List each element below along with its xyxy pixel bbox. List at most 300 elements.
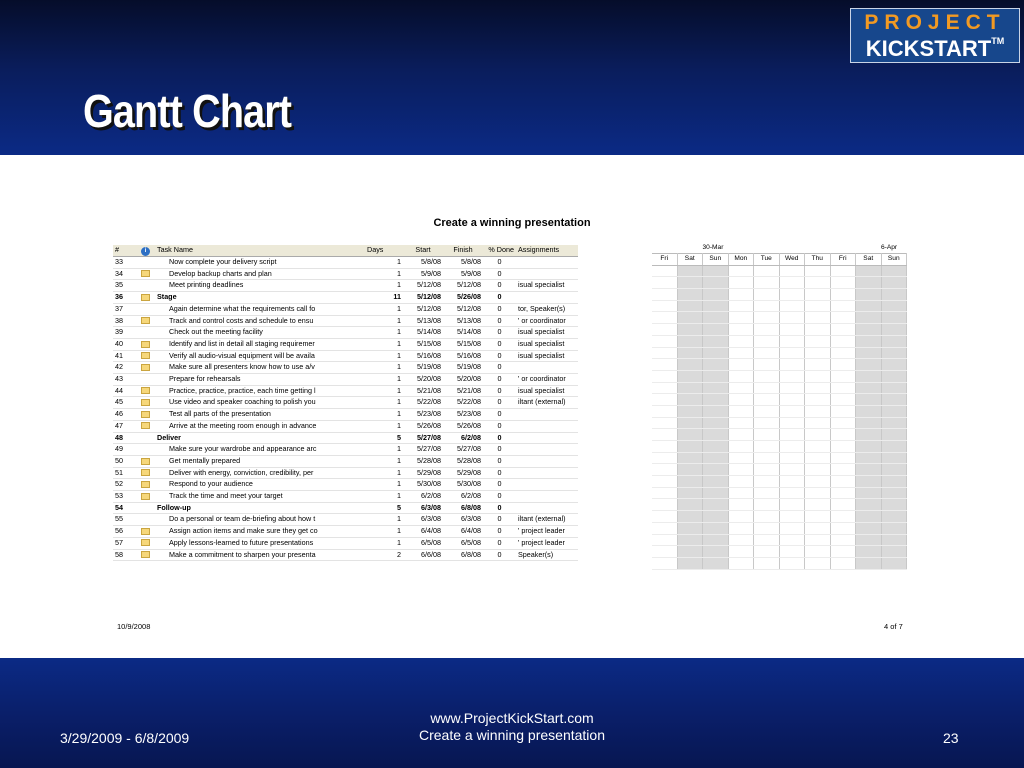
calendar-cell	[652, 429, 677, 441]
row-task-name: Identify and list in detail all staging requiremer	[155, 338, 365, 350]
calendar-day-label: Thu	[805, 254, 831, 266]
calendar-cell	[805, 464, 831, 476]
row-id: 54	[113, 502, 139, 514]
calendar-cell	[779, 464, 805, 476]
calendar-cell	[779, 347, 805, 359]
calendar-cell	[677, 347, 703, 359]
note-icon[interactable]	[141, 411, 150, 418]
calendar-cell	[779, 405, 805, 417]
row-id: 55	[113, 514, 139, 526]
table-row[interactable]	[113, 385, 578, 397]
calendar-cell	[779, 417, 805, 429]
row-assignments	[516, 409, 578, 421]
calendar-cell	[677, 335, 703, 347]
calendar-cell	[830, 452, 856, 464]
calendar-cell	[652, 464, 677, 476]
calendar-day-label: Sun	[703, 254, 729, 266]
calendar-cell	[830, 277, 856, 289]
row-assignments: ' or coordinator	[516, 315, 578, 327]
calendar-row	[652, 382, 907, 394]
calendar-day-label: Tue	[754, 254, 780, 266]
calendar-cell	[703, 452, 729, 464]
row-start: 6/4/08	[403, 526, 443, 538]
note-icon[interactable]	[141, 317, 150, 324]
calendar-row	[652, 370, 907, 382]
header-assignments: Assignments	[516, 245, 578, 257]
table-row[interactable]	[113, 432, 578, 444]
note-icon[interactable]	[141, 399, 150, 406]
table-row[interactable]	[113, 491, 578, 503]
row-assignments: iltant (external)	[516, 397, 578, 409]
row-note	[139, 268, 155, 280]
row-done: 0	[483, 362, 516, 374]
table-row[interactable]	[113, 467, 578, 479]
row-days: 1	[365, 338, 403, 350]
calendar-cell	[754, 534, 780, 546]
table-row[interactable]	[113, 397, 578, 409]
calendar-cell	[652, 557, 677, 569]
calendar-cell	[703, 417, 729, 429]
row-finish: 5/21/08	[443, 385, 483, 397]
note-icon[interactable]	[141, 294, 150, 301]
calendar-cell	[728, 382, 754, 394]
calendar-cell	[728, 476, 754, 488]
calendar-cell	[856, 394, 882, 406]
calendar-cell	[703, 277, 729, 289]
table-row[interactable]	[113, 350, 578, 362]
row-id: 39	[113, 327, 139, 339]
row-assignments	[516, 491, 578, 503]
calendar-cell	[881, 382, 907, 394]
calendar-cell	[805, 335, 831, 347]
table-row[interactable]	[113, 303, 578, 315]
calendar-cell	[856, 499, 882, 511]
row-note	[139, 385, 155, 397]
calendar-cell	[703, 312, 729, 324]
calendar-cell	[830, 265, 856, 277]
calendar-cell	[728, 370, 754, 382]
task-table	[113, 245, 578, 561]
calendar-cell	[677, 464, 703, 476]
row-assignments: isual specialist	[516, 327, 578, 339]
calendar-cell	[754, 265, 780, 277]
row-assignments: tor, Speaker(s)	[516, 303, 578, 315]
row-finish: 5/14/08	[443, 327, 483, 339]
calendar-cell	[703, 487, 729, 499]
calendar-cell	[728, 289, 754, 301]
calendar-cell	[805, 300, 831, 312]
calendar-row	[652, 324, 907, 336]
calendar-cell	[754, 452, 780, 464]
calendar-cell	[856, 557, 882, 569]
calendar-cell	[805, 394, 831, 406]
calendar-cell	[881, 335, 907, 347]
row-task-name: Track and control costs and schedule to ensu	[155, 315, 365, 327]
calendar-cell	[728, 359, 754, 371]
note-icon[interactable]	[141, 352, 150, 359]
calendar-cell	[856, 464, 882, 476]
row-start: 5/23/08	[403, 409, 443, 421]
calendar-cell	[856, 277, 882, 289]
calendar-row	[652, 300, 907, 312]
note-icon[interactable]	[141, 528, 150, 535]
calendar-cell	[754, 429, 780, 441]
table-row[interactable]	[113, 549, 578, 561]
calendar-cell	[703, 324, 729, 336]
table-row[interactable]	[113, 257, 578, 269]
calendar-cell	[677, 312, 703, 324]
table-row[interactable]	[113, 338, 578, 350]
calendar-cell	[779, 370, 805, 382]
note-icon[interactable]	[141, 458, 150, 465]
calendar-cell	[881, 441, 907, 453]
row-id: 37	[113, 303, 139, 315]
table-row[interactable]	[113, 280, 578, 292]
row-done: 0	[483, 502, 516, 514]
row-start: 5/8/08	[403, 257, 443, 269]
calendar-cell	[652, 312, 677, 324]
calendar-cell	[805, 557, 831, 569]
row-start: 5/30/08	[403, 479, 443, 491]
row-note	[139, 537, 155, 549]
calendar-day-label: Wed	[779, 254, 805, 266]
calendar-cell	[856, 265, 882, 277]
calendar-cell	[703, 405, 729, 417]
row-assignments	[516, 268, 578, 280]
row-start: 5/19/08	[403, 362, 443, 374]
row-days: 1	[365, 420, 403, 432]
header-finish: Finish	[443, 245, 483, 257]
calendar-cell	[805, 347, 831, 359]
row-start: 5/15/08	[403, 338, 443, 350]
calendar-cell	[703, 335, 729, 347]
row-days: 1	[365, 467, 403, 479]
calendar-cell	[856, 370, 882, 382]
calendar-cell	[677, 557, 703, 569]
note-icon[interactable]	[141, 341, 150, 348]
row-done: 0	[483, 455, 516, 467]
note-icon[interactable]	[141, 539, 150, 546]
row-done: 0	[483, 432, 516, 444]
calendar-cell	[703, 557, 729, 569]
row-done: 0	[483, 350, 516, 362]
calendar-row	[652, 277, 907, 289]
table-row[interactable]	[113, 537, 578, 549]
row-days: 2	[365, 549, 403, 561]
row-assignments	[516, 420, 578, 432]
calendar-cell	[779, 382, 805, 394]
row-days: 1	[365, 455, 403, 467]
calendar-cell	[728, 312, 754, 324]
calendar-cell	[677, 405, 703, 417]
calendar-row	[652, 557, 907, 569]
calendar-cell	[881, 347, 907, 359]
calendar-cell	[703, 359, 729, 371]
calendar-row	[652, 522, 907, 534]
calendar-cell	[652, 452, 677, 464]
calendar-cell	[703, 534, 729, 546]
note-icon[interactable]	[141, 387, 150, 394]
calendar-cell	[677, 487, 703, 499]
table-row[interactable]	[113, 374, 578, 386]
row-note	[139, 526, 155, 538]
row-note	[139, 479, 155, 491]
calendar-cell	[652, 289, 677, 301]
note-icon[interactable]	[141, 551, 150, 558]
row-note	[139, 303, 155, 315]
calendar-cell	[805, 417, 831, 429]
footer-url: www.ProjectKickStart.com	[430, 710, 594, 726]
row-id: 51	[113, 467, 139, 479]
calendar-cell	[856, 347, 882, 359]
calendar-cell	[728, 405, 754, 417]
row-assignments	[516, 502, 578, 514]
row-note	[139, 327, 155, 339]
calendar-cell	[830, 464, 856, 476]
row-id: 57	[113, 537, 139, 549]
calendar-week-label: 30-Mar	[702, 244, 724, 251]
row-note	[139, 502, 155, 514]
calendar-row	[652, 394, 907, 406]
project-kickstart-logo	[850, 8, 1020, 63]
calendar-cell	[830, 312, 856, 324]
calendar-cell	[703, 347, 729, 359]
calendar-row	[652, 265, 907, 277]
note-icon[interactable]	[141, 493, 150, 500]
calendar-row	[652, 429, 907, 441]
document-footer-date: 10/9/2008	[117, 622, 151, 631]
note-icon[interactable]	[141, 469, 150, 476]
calendar-cell	[856, 546, 882, 558]
table-row[interactable]	[113, 455, 578, 467]
row-assignments: isual specialist	[516, 350, 578, 362]
calendar-row	[652, 511, 907, 523]
row-finish: 5/12/08	[443, 303, 483, 315]
calendar-cell	[881, 394, 907, 406]
row-days: 1	[365, 409, 403, 421]
row-assignments	[516, 455, 578, 467]
calendar-cell	[728, 277, 754, 289]
calendar-cell	[677, 499, 703, 511]
calendar-cell	[754, 300, 780, 312]
calendar-cell	[805, 277, 831, 289]
calendar-cell	[830, 394, 856, 406]
row-days: 1	[365, 526, 403, 538]
table-row[interactable]	[113, 526, 578, 538]
calendar-cell	[652, 300, 677, 312]
calendar-cell	[830, 476, 856, 488]
calendar-cell	[754, 546, 780, 558]
calendar-cell	[677, 300, 703, 312]
note-icon[interactable]	[141, 364, 150, 371]
header-id: #	[113, 245, 139, 257]
row-finish: 5/19/08	[443, 362, 483, 374]
row-task-name: Now complete your delivery script	[155, 257, 365, 269]
calendar-row	[652, 546, 907, 558]
row-finish: 6/3/08	[443, 514, 483, 526]
row-done: 0	[483, 268, 516, 280]
header-days: Days	[365, 245, 403, 257]
calendar-cell	[728, 546, 754, 558]
calendar-cell	[652, 511, 677, 523]
calendar-cell	[728, 557, 754, 569]
calendar-week-cell	[830, 243, 856, 254]
row-note	[139, 374, 155, 386]
logo-tm: TM	[991, 36, 1005, 46]
calendar-cell	[805, 487, 831, 499]
row-done: 0	[483, 385, 516, 397]
calendar-cell	[856, 476, 882, 488]
table-row[interactable]	[113, 444, 578, 456]
calendar-cell	[856, 289, 882, 301]
row-assignments	[516, 479, 578, 491]
calendar-row	[652, 499, 907, 511]
calendar-cell	[881, 487, 907, 499]
row-assignments	[516, 292, 578, 304]
row-done: 0	[483, 479, 516, 491]
calendar-cell	[779, 289, 805, 301]
row-id: 35	[113, 280, 139, 292]
document-title: Create a winning presentation	[433, 217, 591, 229]
table-row[interactable]	[113, 327, 578, 339]
row-assignments: isual specialist	[516, 338, 578, 350]
calendar-cell	[805, 452, 831, 464]
row-done: 0	[483, 338, 516, 350]
row-finish: 6/2/08	[443, 432, 483, 444]
calendar-cell	[754, 312, 780, 324]
calendar-row	[652, 335, 907, 347]
row-note	[139, 491, 155, 503]
row-task-name: Do a personal or team de-briefing about how t	[155, 514, 365, 526]
slide-footer	[0, 658, 1024, 768]
calendar-cell	[754, 476, 780, 488]
calendar-row	[652, 441, 907, 453]
calendar-cell	[754, 324, 780, 336]
row-id: 44	[113, 385, 139, 397]
calendar-cell	[881, 405, 907, 417]
calendar-cell	[652, 277, 677, 289]
note-icon[interactable]	[141, 481, 150, 488]
row-task-name: Use video and speaker coaching to polish you	[155, 397, 365, 409]
calendar-day-row	[652, 254, 907, 266]
calendar-cell	[703, 522, 729, 534]
row-assignments	[516, 257, 578, 269]
row-start: 6/6/08	[403, 549, 443, 561]
row-id: 33	[113, 257, 139, 269]
calendar-cell	[805, 359, 831, 371]
row-days: 1	[365, 479, 403, 491]
calendar-cell	[830, 557, 856, 569]
calendar-cell	[830, 417, 856, 429]
row-id: 43	[113, 374, 139, 386]
row-note	[139, 549, 155, 561]
calendar-cell	[856, 405, 882, 417]
calendar-cell	[652, 324, 677, 336]
calendar-cell	[779, 359, 805, 371]
row-id: 49	[113, 444, 139, 456]
slide-title: Gantt Chart	[83, 85, 292, 137]
row-id: 47	[113, 420, 139, 432]
row-task-name: Make sure all presenters know how to use a/v	[155, 362, 365, 374]
calendar-cell	[652, 441, 677, 453]
calendar-cell	[703, 382, 729, 394]
calendar-cell	[779, 452, 805, 464]
table-row[interactable]	[113, 292, 578, 304]
calendar-week-cell	[728, 243, 754, 254]
row-task-name: Check out the meeting facility	[155, 327, 365, 339]
calendar-cell	[677, 359, 703, 371]
calendar-cell	[754, 394, 780, 406]
calendar-cell	[805, 312, 831, 324]
calendar-cell	[830, 534, 856, 546]
calendar-row	[652, 534, 907, 546]
header-done: % Done	[483, 245, 516, 257]
row-note	[139, 514, 155, 526]
row-note	[139, 409, 155, 421]
calendar-week-cell	[754, 243, 780, 254]
row-finish: 6/8/08	[443, 502, 483, 514]
calendar-cell	[779, 312, 805, 324]
calendar-cell	[881, 300, 907, 312]
table-row[interactable]	[113, 362, 578, 374]
row-start: 5/22/08	[403, 397, 443, 409]
calendar-cell	[754, 359, 780, 371]
row-note	[139, 444, 155, 456]
note-icon[interactable]	[141, 270, 150, 277]
row-start: 6/3/08	[403, 514, 443, 526]
calendar-cell	[881, 359, 907, 371]
calendar-cell	[779, 335, 805, 347]
table-row[interactable]	[113, 420, 578, 432]
calendar-cell	[652, 546, 677, 558]
logo-text-top: PROJECT	[864, 11, 1006, 34]
calendar-cell	[830, 335, 856, 347]
row-finish: 5/13/08	[443, 315, 483, 327]
table-row[interactable]	[113, 502, 578, 514]
row-task-name: Deliver with energy, conviction, credibility, per	[155, 467, 365, 479]
calendar-week-cell	[779, 243, 805, 254]
table-row[interactable]	[113, 479, 578, 491]
calendar-cell	[677, 394, 703, 406]
row-start: 5/16/08	[403, 350, 443, 362]
header-start: Start	[403, 245, 443, 257]
row-days: 1	[365, 537, 403, 549]
row-done: 0	[483, 315, 516, 327]
calendar-cell	[728, 487, 754, 499]
calendar-cell	[728, 324, 754, 336]
table-row[interactable]	[113, 409, 578, 421]
table-row[interactable]	[113, 268, 578, 280]
calendar-day-label: Mon	[728, 254, 754, 266]
row-id: 38	[113, 315, 139, 327]
row-note	[139, 338, 155, 350]
calendar-cell	[652, 370, 677, 382]
calendar-cell	[677, 429, 703, 441]
table-row[interactable]	[113, 315, 578, 327]
calendar-cell	[754, 289, 780, 301]
calendar-row	[652, 476, 907, 488]
row-days: 1	[365, 315, 403, 327]
calendar-cell	[754, 522, 780, 534]
calendar-cell	[703, 476, 729, 488]
logo-text-bottom	[851, 36, 1019, 62]
calendar-cell	[652, 265, 677, 277]
note-icon[interactable]	[141, 422, 150, 429]
calendar-cell	[830, 405, 856, 417]
table-row[interactable]	[113, 514, 578, 526]
calendar-cell	[728, 511, 754, 523]
calendar-cell	[779, 265, 805, 277]
